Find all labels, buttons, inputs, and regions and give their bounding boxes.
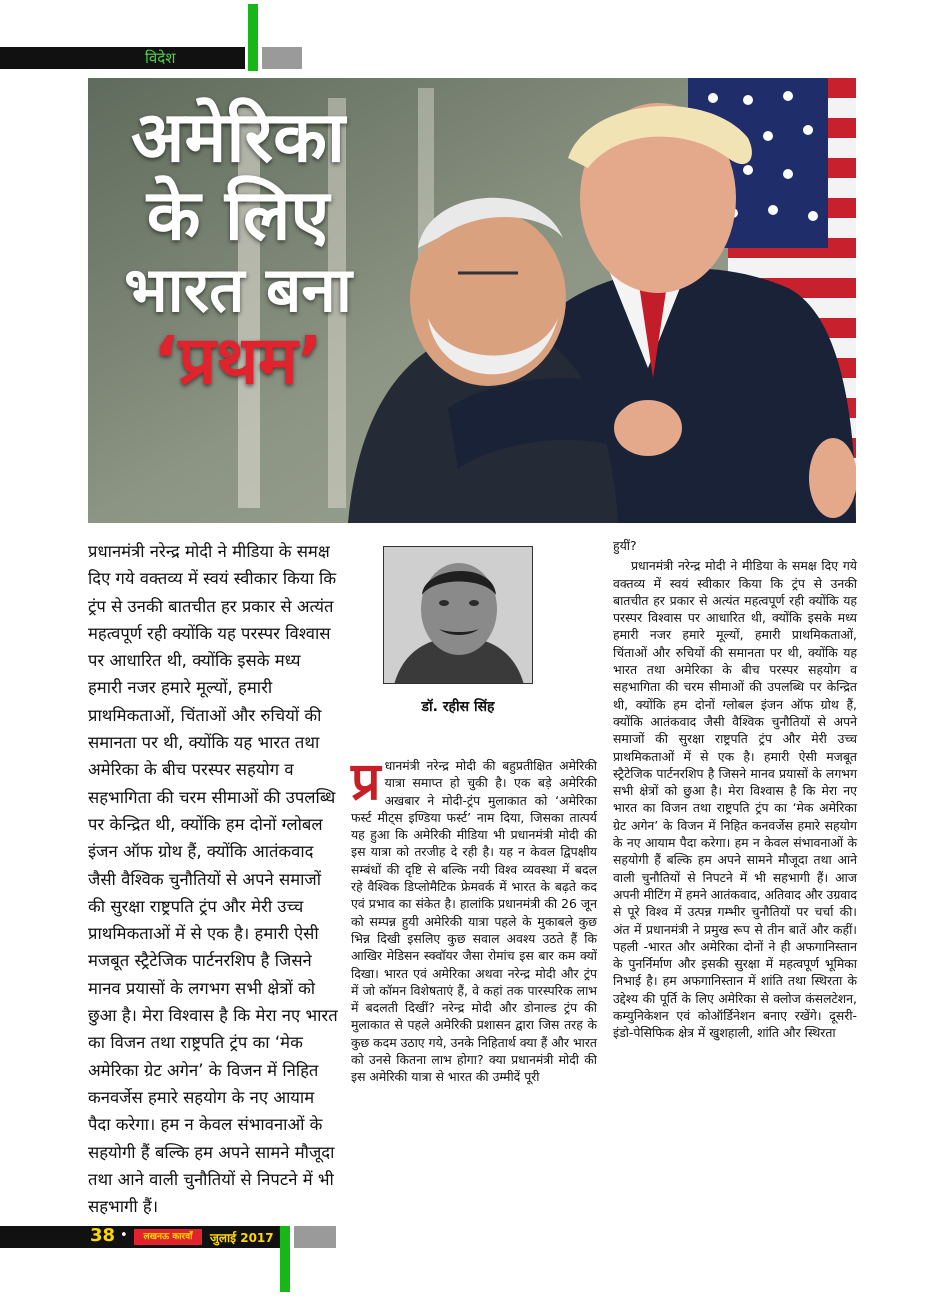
hero-photo (88, 78, 856, 523)
left-column-text: प्रधानमंत्री नरेन्द्र मोदी ने मीडिया के समक्ष दिए गये वक्तव्य में स्वयं स्वीकार किया कि ट्रंप से उनकी बातचीत हर प्रकार से अत्यंत महत्वपूर्ण रही क्योंकि यह परस्पर विश्वास पर आधारित थी, क्योंकि इसके मध्य हमारी नजर हमारे मूल्यों, हमारी प्राथमिकताओं, चिंताओं और रुचियों की समानता पर थी, क्योंकि यह भारत तथा अमेरिका के बीच परस्पर सहयोग व सहभागिता की चरम सीमाओं की उपलब्धि पर केन्द्रित थी, क्योंकि हम दोनों ग्लोबल इंजन ऑफ ग्रोथ हैं, क्योंकि आतंकवाद जैसी वैश्विक चुनौतियों से अपने समाजों की सुरक्षा राष्ट्रपति ट्रंप और मेरी उच्च प्राथमिकताओं में से एक है। हमारी ऐसी मजबूत स्ट्रैटेजिक पार्टनरशिप है जिसने मानव प्रयासों के लगभग सभी क्षेत्रों को छुआ है। मेरा विश्वास है कि मेरा नए भारत का विजन तथा राष्ट्रपति ट्रंप का ‘मेक अमेरिका ग्रेट अगेन’ के विजन में निहित कनवर्जेस हमारे सहयोग के नए आयाम पैदा करेगा। हम न केवल संभावनाओं के सहयोगी हैं बल्कि हम अपने सामने मौजूदा तथा आने वाली चुनौतियों से निपटने में भी सहभागी हैं। (88, 542, 338, 1217)
section-label: विदेश (145, 49, 176, 67)
author-name: डॉ. रहीस सिंह (421, 699, 495, 715)
author-portrait (384, 547, 533, 684)
grey-accent-box-top (262, 47, 302, 69)
right-column-continuation: हुयीं? (613, 538, 637, 553)
section-header-bar (0, 47, 245, 69)
footer-bullet: • (120, 1228, 128, 1243)
headline-line-3: भारत बना (124, 252, 352, 326)
grey-accent-box-bottom (294, 1226, 336, 1248)
headline (88, 98, 388, 398)
author-photo (383, 546, 533, 684)
headline-line-1: अमेरिका (131, 96, 345, 178)
middle-column-text: धानमंत्री नरेन्द्र मोदी की बहुप्रतीक्षित अमेरिकी यात्रा समाप्त हो चुकी है। एक बड़े अमेरिकी अखबार ने मोदी-ट्रंप मुलाकात को ‘अमेरिका फर्स्ट मीट्स इण्डिया फर्स्ट’ नाम दिया, जिसका तात्पर्य यह हुआ कि अमेरिकी मीडिया भी प्रधानमंत्री मोदी की इस यात्रा को तरजीह दे रही है। यह न केवल द्विपक्षीय सम्बंधों की दृष्टि से बल्कि नयी विश्व व्यवस्था में बदल रहे वैश्विक डिप्लोमैटिक फ्रेमवर्क में भारत के बढ़ते कद एवं प्रभाव का संकेत है। हालांकि प्रधानमंत्री की 26 जून को सम्पन्न हुयी अमेरिकी यात्रा पहले के मुकाबले कुछ भिन्न दिखी इसलिए कुछ सवाल अवश्य उठते हैं कि आखिर मेडिसन स्क्वॉयर जैसा रोमांच इस बार कम क्यों दिखा। भारत एवं अमेरिका अथवा नरेन्द्र मोदी और ट्रंप में जो कॉमन विशेषताएं हैं, वे कहां तक पारस्परिक लाभ में बदलती दिखीं? नरेन्द्र मोदी और डोनाल्ड ट्रंप की मुलाकात से पहले अमेरिकी प्रशासन द्वारा जिस तरह के कुछ कदम उठाए गये, उनके निहितार्थ क्या हैं और भारत को उनसे कितना लाभ होगा? क्या प्रधानमंत्री मोदी की इस अमेरिकी यात्रा से भारत की उम्मीदें पूरी (351, 758, 597, 1085)
middle-column (351, 752, 597, 1086)
page-number: 38 (90, 1225, 116, 1246)
magazine-logo: लखनऊ कारवाँ (134, 1229, 202, 1245)
headline-line-2: के लिए (146, 174, 330, 257)
dropcap: प्र (351, 752, 381, 812)
green-accent-bar-bottom (280, 1226, 290, 1292)
headline-line-4: ‘प्रथम’ (153, 322, 323, 400)
issue-date: जुलाई 2017 (210, 1231, 274, 1245)
right-column-paragraph: प्रधानमंत्री नरेन्द्र मोदी ने मीडिया के समक्ष दिए गये वक्तव्य में स्वयं स्वीकार किया कि ट्रंप से उनकी बातचीत हर प्रकार से अत्यंत महत्वपूर्ण रही क्योंकि यह परस्पर विश्वास पर आधारित थी, क्योंकि इसके मध्य हमारी नजर हमारे मूल्यों, हमारी प्राथमिकताओं, चिंताओं और रुचियों की समानता पर थी, क्योंकि यह भारत तथा अमेरिका के बीच परस्पर सहयोग व सहभागिता की चरम सीमाओं की उपलब्धि पर केन्द्रित थी, क्योंकि हम दोनों ग्लोबल इंजन ऑफ ग्रोथ हैं, क्योंकि आतंकवाद जैसी वैश्विक चुनौतियों से अपने समाजों की सुरक्षा राष्ट्रपति ट्रंप और मेरी उच्च प्राथमिकताओं में से एक है। हमारी ऐसी मजबूत स्ट्रैटेजिक पार्टनरशिप है जिसने मानव प्रयासों के लगभग सभी क्षेत्रों को छुआ है। मेरा विश्वास है कि मेरा नए भारत का विजन तथा राष्ट्रपति ट्रंप का ‘मेक अमेरिका ग्रेट अगेन’ के विजन में निहित कनवर्जेस हमारे सहयोग के नए आयाम पैदा करेगा। हम न केवल संभावनाओं के सहयोगी हैं बल्कि हम अपने सामने मौजूदा तथा आने वाली चुनौतियों से निपटने में भी सहभागी हैं। आज अपनी मीटिंग में हमने आतंकवाद, अतिवाद और उग्रवाद से पूरे विश्व में उत्पन्न गम्भीर चुनौतियों पर चर्चा की। अंत में प्रधानमंत्री ने प्रमुख रूप से तीन बातें और कहीं। पहली -भारत और अमेरिका दोनों ने ही अफगानिस्तान के पुनर्निर्माण और इसकी सुरक्षा में महत्वपूर्ण भूमिका निभाई है। हम अफगानिस्तान में शांति तथा स्थिरता के उद्देश्य की पूर्ति के लिए अमेरिका से क्लोज कंसलटेशन, कम्युनिकेशन एवं कोऑर्डिनेशन बनाए रखेंगे। दूसरी-इंडो-पेसिफिक क्षेत्र में खुशहाली, शांति और स्थिरता (613, 558, 857, 1041)
right-column (613, 537, 857, 1042)
green-accent-bar-top (248, 4, 258, 71)
